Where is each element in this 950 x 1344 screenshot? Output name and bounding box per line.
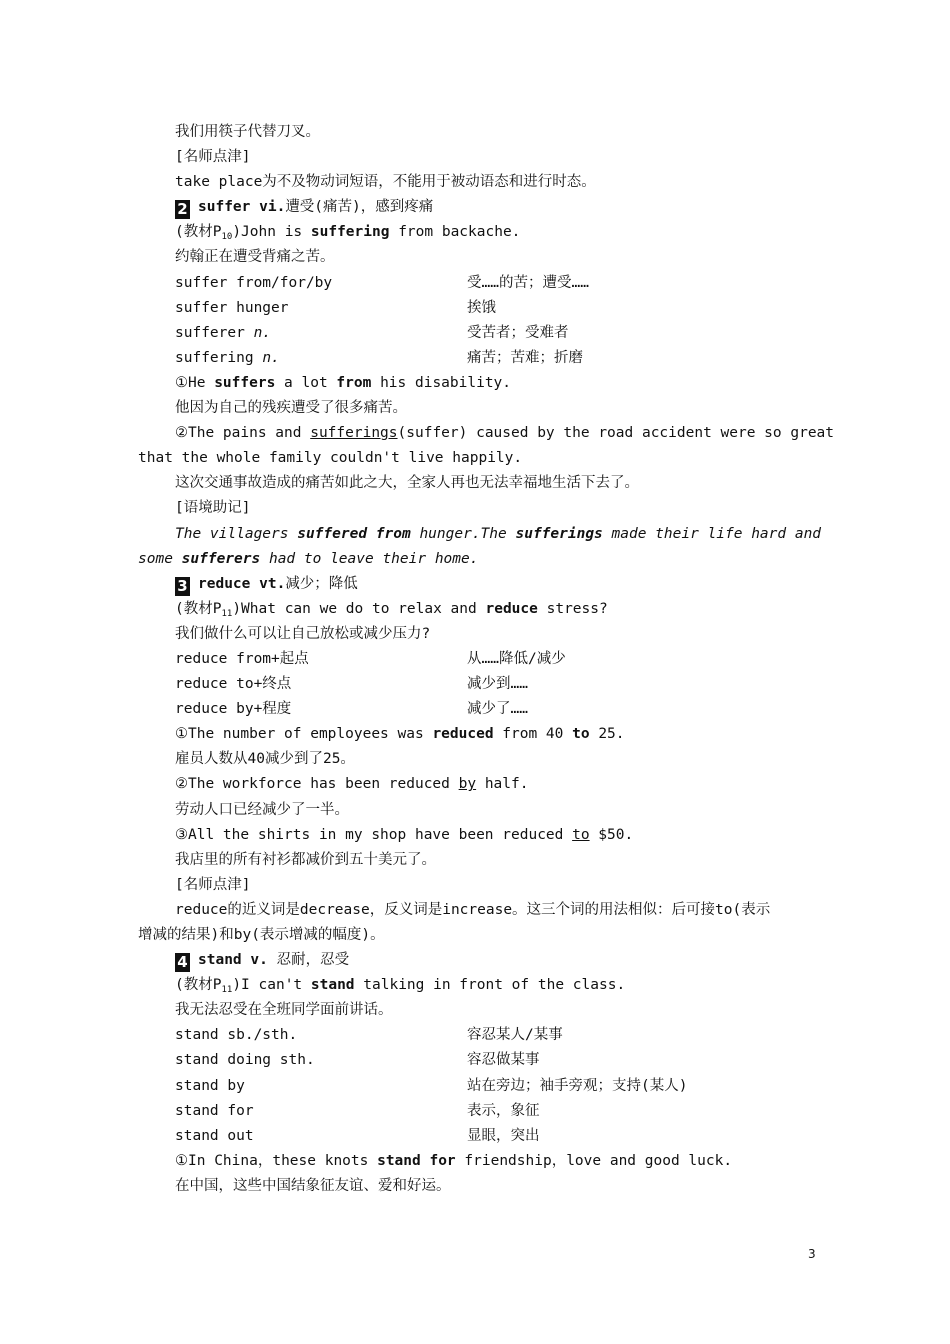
text-segment: (教材P [175,224,222,241]
text-line: 这次交通事故造成的痛苦如此之大，全家人再也无法幸福地生活下去了。 [175,475,639,492]
text-segment: reduced [432,726,494,743]
phrase-meaning: 显眼，突出 [467,1127,540,1144]
text-line [138,823,818,848]
phrase-term: suffer hunger [175,299,289,316]
text-segment: suffers [214,374,276,391]
text-segment: his disability. [371,374,512,391]
line-text [175,776,528,792]
phrase-row [138,697,818,722]
text-segment: )I can't [232,977,311,994]
text-segment: to [572,826,590,843]
line-text [175,425,834,441]
text-segment: friendship，love and good luck. [455,1152,733,1169]
entry-heading [138,572,818,597]
phrase-term: stand doing sth. [175,1052,315,1069]
phrase-term: reduce from+起点 [175,650,309,667]
text-segment: sufferings [515,525,603,542]
text-line: 雇员人数从40减少到了25。 [175,751,355,768]
text-line [138,973,818,998]
text-segment: hunger.The [410,525,516,542]
phrase-meaning: 痛苦；苦难；折磨 [467,349,583,366]
text-line [138,772,818,797]
phrase-term: reduce by+程度 [175,701,292,718]
phrase-meaning: 受苦者；受难者 [467,324,569,341]
text-line: 我店里的所有衬衫都减价到五十美元了。 [175,851,436,868]
text-segment: 10 [221,232,233,243]
text-line: [语境助记] [175,500,251,517]
entry-headword: reduce vt. [198,575,286,592]
phrase-row [138,1099,818,1124]
entry-definition: 遭受(痛苦)，感到疼痛 [285,199,434,216]
page-number: 3 [808,1247,816,1261]
phrase-row [138,1048,818,1073]
text-segment: ②The workforce has been reduced [175,776,459,793]
line-text [175,321,467,346]
text-line: 他因为自己的残疾遭受了很多痛苦。 [175,400,407,417]
text-segment: to [572,726,590,743]
text-segment: suffering [310,224,390,241]
text-line [138,346,818,371]
text-segment: stand for [377,1152,456,1169]
entry-number-badge: 2 [175,200,190,219]
text-segment: suffering [175,349,263,366]
line-text [175,346,467,371]
phrase-term: stand out [175,1127,254,1144]
text-line [138,321,818,346]
phrase-row [138,672,818,697]
text-line: reduce的近义词是decrease，反义词是increase。这三个词的用法相似：后可接to(表示 [175,901,771,918]
line-text [175,977,626,996]
text-line [138,547,818,572]
text-segment: made their life hard and [602,525,822,542]
text-segment: stand [310,977,355,994]
phrase-row [138,1124,818,1149]
text-segment: from [336,374,372,391]
text-segment: n. [262,349,280,366]
line-text [175,726,625,742]
phrase-meaning: 减少了…… [467,701,528,718]
text-line: take place为不及物动词短语，不能用于被动语态和进行时态。 [175,174,596,191]
text-line: [名师点津] [175,876,251,893]
text-segment: sufferings [310,425,398,442]
text-segment: suffered from [297,525,411,542]
line-text [175,375,511,391]
text-line: 在中国，这些中国结象征友谊、爱和好运。 [175,1177,451,1194]
text-line: 约翰正在遭受背痛之苦。 [175,249,335,266]
phrase-term: stand for [175,1102,254,1119]
text-segment: had to leave their home. [260,550,479,567]
text-line: 我无法忍受在全班同学面前讲话。 [175,1002,393,1019]
text-line: 我们做什么可以让自己放松或减少压力? [175,625,431,642]
text-segment: from 40 [493,726,573,743]
entry-headword: suffer vi. [198,199,286,216]
text-segment: from backache. [389,224,521,241]
text-segment: ②The pains and [175,425,311,442]
line-text [138,551,478,567]
text-line: 我们用筷子代替刀叉。 [175,124,320,140]
text-segment: stress? [537,600,608,617]
text-segment: ①In China，these knots [175,1152,378,1169]
text-segment: (教材P [175,600,222,617]
phrase-term: suffer from/for/by [175,274,333,291]
text-segment: 11 [221,985,233,996]
text-segment: )John is [232,224,311,241]
text-segment: ①He [175,374,215,391]
text-line [138,421,835,446]
entry-number-badge: 4 [175,953,190,972]
text-segment: a lot [275,374,337,391]
text-line [138,220,818,245]
text-segment: talking in front of the class. [354,977,626,994]
text-line [138,371,818,396]
text-segment: 25. [589,726,625,743]
phrase-meaning: 从……降低/减少 [467,650,566,667]
text-segment: by [458,776,477,793]
phrase-meaning: 减少到…… [467,676,528,693]
text-line: 劳动人口已经减少了一半。 [175,801,349,818]
phrase-meaning: 容忍做某事 [467,1052,540,1069]
text-segment: ③All the shirts in my shop have been reduced [175,826,573,843]
phrase-meaning: 容忍某人/某事 [467,1027,563,1044]
entry-heading [138,948,818,973]
text-segment: (suffer) caused by the road accident were so great [397,425,835,442]
entry-definition: 忍耐，忍受 [267,952,350,969]
text-line: 增减的结果)和by(表示增减的幅度)。 [138,927,385,943]
text-segment: The villagers [175,525,298,542]
entry-number-badge: 3 [175,577,190,596]
phrase-meaning: 表示，象征 [467,1102,540,1119]
text-segment: $50. [589,826,634,843]
phrase-meaning: 受……的苦；遭受…… [467,274,589,291]
entry-headword: stand v. [198,952,268,969]
phrase-row [138,296,818,321]
line-text [175,526,821,542]
line-text [175,1153,732,1169]
text-line [138,597,818,622]
phrase-term: stand sb./sth. [175,1027,298,1044]
text-segment: (教材P [175,977,222,994]
page-content [138,120,835,1199]
phrase-meaning: 站在旁边；袖手旁观；支持(某人) [467,1077,688,1094]
phrase-term: stand by [175,1077,245,1094]
phrase-row [138,1074,818,1099]
phrase-meaning: 挨饿 [467,299,496,316]
text-segment: sufferer [175,324,254,341]
entry-definition: 减少；降低 [285,575,358,592]
line-text [175,224,521,243]
phrase-row [138,271,818,296]
text-segment: 11 [221,608,233,619]
entry-heading [138,195,818,220]
text-line [138,1149,818,1174]
text-segment: ①The number of employees was [175,726,433,743]
text-segment: sufferers [181,550,261,567]
text-segment: half. [476,776,529,793]
text-line [138,522,822,547]
line-text [175,827,633,843]
text-line: [名师点津] [175,149,251,166]
text-segment: n. [253,324,272,341]
text-segment: )What can we do to relax and [232,600,486,617]
text-line [138,722,818,747]
text-segment: some [138,550,182,567]
phrase-term: reduce to+终点 [175,676,292,693]
phrase-row [138,647,818,672]
phrase-row [138,1023,818,1048]
line-text [175,601,608,617]
text-segment: reduce [485,600,538,617]
text-line: that the whole family couldn't live happily. [138,450,523,467]
